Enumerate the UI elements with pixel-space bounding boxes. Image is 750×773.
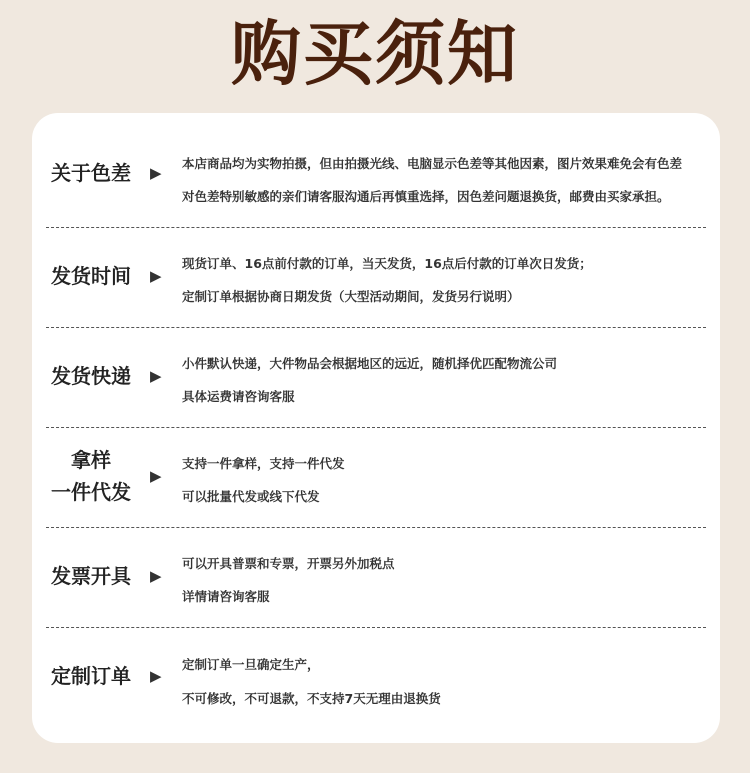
- row-label: 关于色差: [51, 161, 131, 185]
- row-label: [32, 426, 150, 526]
- arrow-right-icon: ▶: [150, 667, 162, 685]
- row-text-line1: 小件默认快递，大件物品会根据地区的远近，随机择优匹配物流公司: [182, 356, 558, 371]
- row-label-line2: 一件代发: [51, 480, 131, 504]
- notice-card: [32, 113, 720, 743]
- row-text-line2: 定制订单根据协商日期发货（大型活动期间，发货另行说明）: [182, 289, 520, 304]
- row-text-line2: 详情请咨询客服: [182, 589, 270, 604]
- page-title: 购买须知: [231, 12, 519, 95]
- row-label: 发票开具: [51, 564, 131, 588]
- row-text-line1: 定制订单一旦确定生产，: [182, 657, 320, 672]
- arrow-right-icon: ▶: [150, 267, 162, 285]
- row-label-line1: 拿样: [71, 448, 111, 472]
- row-label: 发货快递: [51, 364, 131, 388]
- row-text-line1: 可以开具普票和专票，开票另外加税点: [182, 556, 395, 571]
- arrow-right-icon: ▶: [150, 467, 162, 485]
- arrow-right-icon: ▶: [150, 367, 162, 385]
- row-label: 定制订单: [51, 664, 131, 688]
- arrow-right-icon: ▶: [150, 164, 162, 182]
- notice-row-custom-order: [32, 626, 720, 726]
- row-text-line2: 不可修改，不可退款，不支持7天无理由退换货: [182, 691, 441, 706]
- row-text-line1: 现货订单、16点前付款的订单，当天发货，16点后付款的订单次日发货；: [182, 256, 592, 271]
- arrow-right-icon: ▶: [150, 567, 162, 585]
- notice-row-color-difference: [32, 123, 720, 223]
- row-text-line2: 具体运费请咨询客服: [182, 389, 295, 404]
- row-text-line2: 可以批量代发或线下代发: [182, 489, 320, 504]
- row-text-line1: 支持一件拿样，支持一件代发: [182, 456, 345, 471]
- row-label: 发货时间: [51, 264, 131, 288]
- notice-row-samples-dropship: [32, 426, 720, 526]
- row-text-line1: 本店商品均为实物拍摄，但由拍摄光线、电脑显示色差等其他因素，图片效果难免会有色差: [182, 156, 683, 171]
- notice-row-courier: [32, 326, 720, 426]
- notice-row-shipping-time: [32, 226, 720, 326]
- row-text-line2: 对色差特别敏感的亲们请客服沟通后再慎重选择，因色差问题退换货，邮费由买家承担。: [182, 189, 670, 204]
- notice-row-invoice: [32, 526, 720, 626]
